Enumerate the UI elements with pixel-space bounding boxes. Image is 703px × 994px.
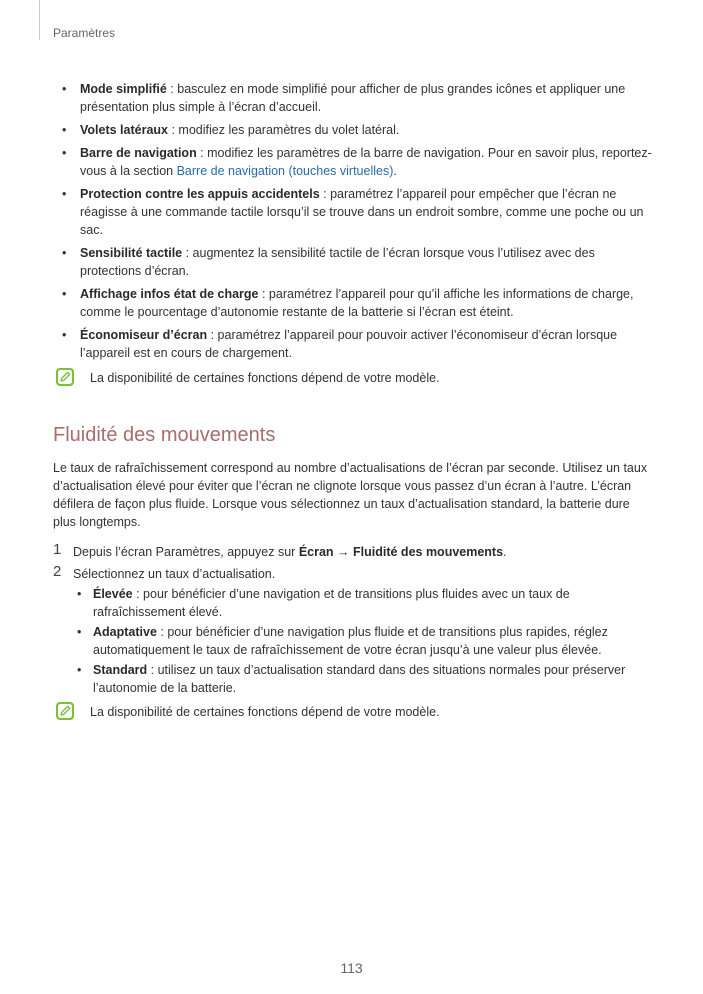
steps-list [53, 543, 653, 697]
running-header: Paramètres [53, 26, 116, 40]
list-item [53, 121, 653, 139]
step-text: Sélectionnez un taux d’actualisation. [73, 567, 276, 581]
note-text: La disponibilité de certaines fonctions dépend de votre modèle. [90, 371, 440, 385]
settings-list [53, 80, 653, 362]
step-number: 2 [53, 563, 62, 580]
list-item [53, 80, 653, 116]
arrow-icon: → [333, 545, 354, 559]
list-item [53, 285, 653, 321]
note-pencil-icon [55, 701, 75, 721]
item-term: Sensibilité tactile [80, 246, 183, 260]
step [53, 565, 653, 697]
note [53, 367, 653, 389]
item-term: Affichage infos état de charge [80, 287, 259, 301]
item-term: Barre de navigation [80, 146, 197, 160]
item-text: : modifiez les paramètres de la barre de navigation. Pour en savoir plus, reportez-vous à la section [80, 146, 652, 178]
step-number: 1 [53, 541, 62, 558]
bullet-dot: • [77, 663, 82, 677]
note [53, 701, 653, 723]
menu-path-screen: Écran [298, 545, 334, 559]
item-text-end: . [393, 164, 397, 178]
item-term: Économiseur d’écran [80, 328, 208, 342]
option-text: : pour bénéficier d’une navigation et de transitions plus fluides avec un taux de rafraîchissement élevé. [93, 587, 570, 619]
bullet-dot: • [62, 328, 67, 342]
bullet-dot: • [62, 82, 67, 96]
option-text: : utilisez un taux d’actualisation standard dans des situations normales pour préserver l’autonomie de la batterie. [93, 663, 626, 695]
item-text: : paramétrez l’appareil pour qu’il affiche les informations de charge, comme le pourcentage d’autonomie restante de la batterie si l’écran est éteint. [80, 287, 634, 319]
step-text-end: . [503, 545, 507, 559]
step-text: Depuis l’écran Paramètres, appuyez sur [73, 545, 299, 559]
bullet-dot: • [62, 146, 67, 160]
note-text: La disponibilité de certaines fonctions dépend de votre modèle. [90, 705, 440, 719]
item-term: Mode simplifié [80, 82, 167, 96]
bullet-dot: • [77, 625, 82, 639]
option-term: Standard [93, 663, 148, 677]
item-text: : basculez en mode simplifié pour afficher de plus grandes icônes et appliquer une présentation plus simple à l’écran d’accueil. [80, 82, 626, 114]
bullet-dot: • [62, 187, 67, 201]
list-item [73, 661, 653, 697]
note-pencil-icon [55, 367, 75, 387]
item-term: Protection contre les appuis accidentels [80, 187, 320, 201]
margin-rule [39, 0, 40, 40]
item-text: : paramétrez l’appareil pour empêcher que l’écran ne réagisse à une commande tactile lorsqu’il se trouve dans un endroit sombre, comme une poche ou un sac. [80, 187, 644, 237]
list-item [53, 144, 653, 180]
bullet-dot: • [62, 123, 67, 137]
step [53, 543, 653, 561]
item-text: : paramétrez l’appareil pour pouvoir activer l’économiseur d’écran lorsque l’appareil est en cours de chargement. [80, 328, 618, 360]
navigation-bar-link[interactable]: Barre de navigation (touches virtuelles) [176, 164, 394, 178]
list-item [53, 326, 653, 362]
menu-path-motion: Fluidité des mouvements [353, 545, 504, 559]
page-number: 113 [340, 960, 363, 976]
refresh-rate-options [73, 585, 653, 697]
option-term: Élevée [93, 587, 133, 601]
list-item [73, 585, 653, 621]
option-term: Adaptative [93, 625, 157, 639]
page-content [53, 80, 653, 723]
option-text: : pour bénéficier d’une navigation plus fluide et de transitions plus rapides, réglez automatiquement le taux de rafraîchissement de votre écran jusqu’à une valeur plus élevée. [93, 625, 608, 657]
item-text: : modifiez les paramètres du volet latéral. [168, 123, 400, 137]
bullet-dot: • [77, 587, 82, 601]
bullet-dot: • [62, 246, 67, 260]
item-text: : augmentez la sensibilité tactile de l’écran lorsque vous l’utilisez avec des protections d’écran. [80, 246, 595, 278]
section-title: Fluidité des mouvements [53, 424, 276, 446]
bullet-dot: • [62, 287, 67, 301]
list-item [53, 185, 653, 239]
list-item [73, 623, 653, 659]
section-intro: Le taux de rafraîchissement correspond au nombre d’actualisations de l’écran par seconde. Utilisez un taux d’actualisation élevé pour éviter que l’écran ne clignote lorsque vous passez d’un écran à l’autre. L’écran défilera de façon plus fluide. Lorsque vous sélectionnez un taux d’actualisation standard, la batterie dure plus longtemps. [53, 461, 648, 529]
list-item [53, 244, 653, 280]
item-term: Volets latéraux [80, 123, 169, 137]
